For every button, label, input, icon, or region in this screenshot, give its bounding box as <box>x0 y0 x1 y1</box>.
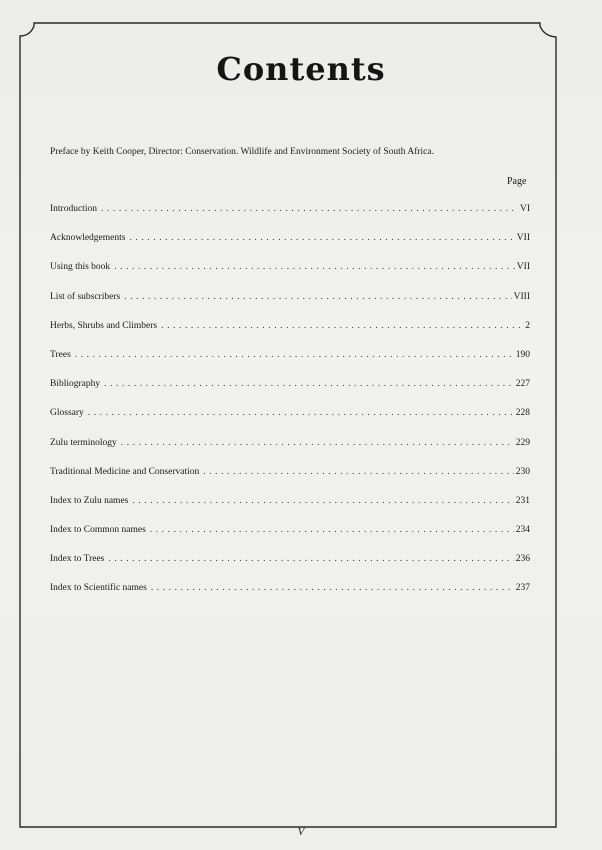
toc-entry-title: List of subscribers <box>50 291 121 302</box>
dot-leader <box>129 233 514 243</box>
dot-leader <box>203 467 514 477</box>
toc-entry-page: VIII <box>513 291 530 302</box>
dot-leader <box>101 204 518 214</box>
toc-entry-page: 230 <box>515 466 530 477</box>
toc-entry-title: Traditional Medicine and Conservation <box>50 466 200 477</box>
dot-leader <box>124 292 511 302</box>
toc-entry-title: Using this book <box>50 262 111 273</box>
toc-entry-introduction[interactable] <box>50 204 530 233</box>
toc-entry-page: VI <box>519 204 530 214</box>
dot-leader <box>121 438 514 448</box>
dot-leader <box>132 496 513 506</box>
dot-leader <box>114 262 515 272</box>
page-title: Contents <box>216 50 386 88</box>
toc-entry-title: Trees <box>50 349 71 360</box>
toc-entry-trees[interactable] <box>50 350 530 379</box>
toc-entry-index-zulu-names[interactable] <box>50 496 530 525</box>
toc-entry-title: Zulu terminology <box>50 437 117 448</box>
toc-entry-page: 227 <box>515 379 530 390</box>
toc-entry-page: VII <box>516 262 530 273</box>
toc-entry-title: Index to Scientific names <box>50 583 147 594</box>
toc-entry-index-trees[interactable] <box>50 554 530 583</box>
toc-entry-page: 229 <box>515 437 530 448</box>
toc-entry-title: Acknowledgements <box>50 233 126 244</box>
toc-entry-page: 231 <box>515 495 530 506</box>
toc-entry-using-this-book[interactable] <box>50 262 530 291</box>
toc-entry-page: VII <box>516 233 530 244</box>
dot-leader <box>150 525 514 535</box>
toc-entry-list-of-subscribers[interactable] <box>50 292 530 321</box>
dot-leader <box>104 379 514 389</box>
toc-entry-title: Glossary <box>50 408 84 419</box>
toc-entry-title: Introduction <box>50 204 97 214</box>
toc-entry-zulu-terminology[interactable] <box>50 438 530 467</box>
dot-leader <box>108 554 513 564</box>
toc-entry-bibliography[interactable] <box>50 379 530 408</box>
toc-entry-title: Herbs, Shrubs and Climbers <box>50 320 158 331</box>
dot-leader <box>88 408 514 418</box>
toc-entry-page: 2 <box>525 320 530 331</box>
toc-entry-title: Index to Common names <box>50 525 146 536</box>
toc-entry-title: Index to Zulu names <box>50 495 129 506</box>
dot-leader <box>151 583 514 593</box>
toc-entry-page: 190 <box>515 349 530 360</box>
toc-entry-index-scientific-names[interactable] <box>50 583 530 612</box>
toc-entry-index-common-names[interactable] <box>50 525 530 554</box>
toc-entry-title: Index to Trees <box>50 554 105 565</box>
toc-entry-traditional-medicine[interactable] <box>50 467 530 496</box>
preface-line: Preface by Keith Cooper, Director: Conservation. Wildlife and Environment Society of South Africa. <box>50 147 434 157</box>
toc-entry-herbs-shrubs-climbers[interactable] <box>50 321 530 350</box>
toc-entry-page: 234 <box>515 525 530 536</box>
toc-entry-acknowledgements[interactable] <box>50 233 530 262</box>
table-of-contents <box>50 204 530 613</box>
toc-entry-page: 236 <box>515 554 530 565</box>
toc-entry-page: 228 <box>515 408 530 419</box>
page-column-header: Page <box>507 176 527 187</box>
page-number: V <box>297 826 305 838</box>
toc-entry-glossary[interactable] <box>50 408 530 437</box>
dot-leader <box>161 321 523 331</box>
dot-leader <box>75 350 514 360</box>
toc-entry-title: Bibliography <box>50 379 101 390</box>
toc-entry-page: 237 <box>515 583 530 594</box>
